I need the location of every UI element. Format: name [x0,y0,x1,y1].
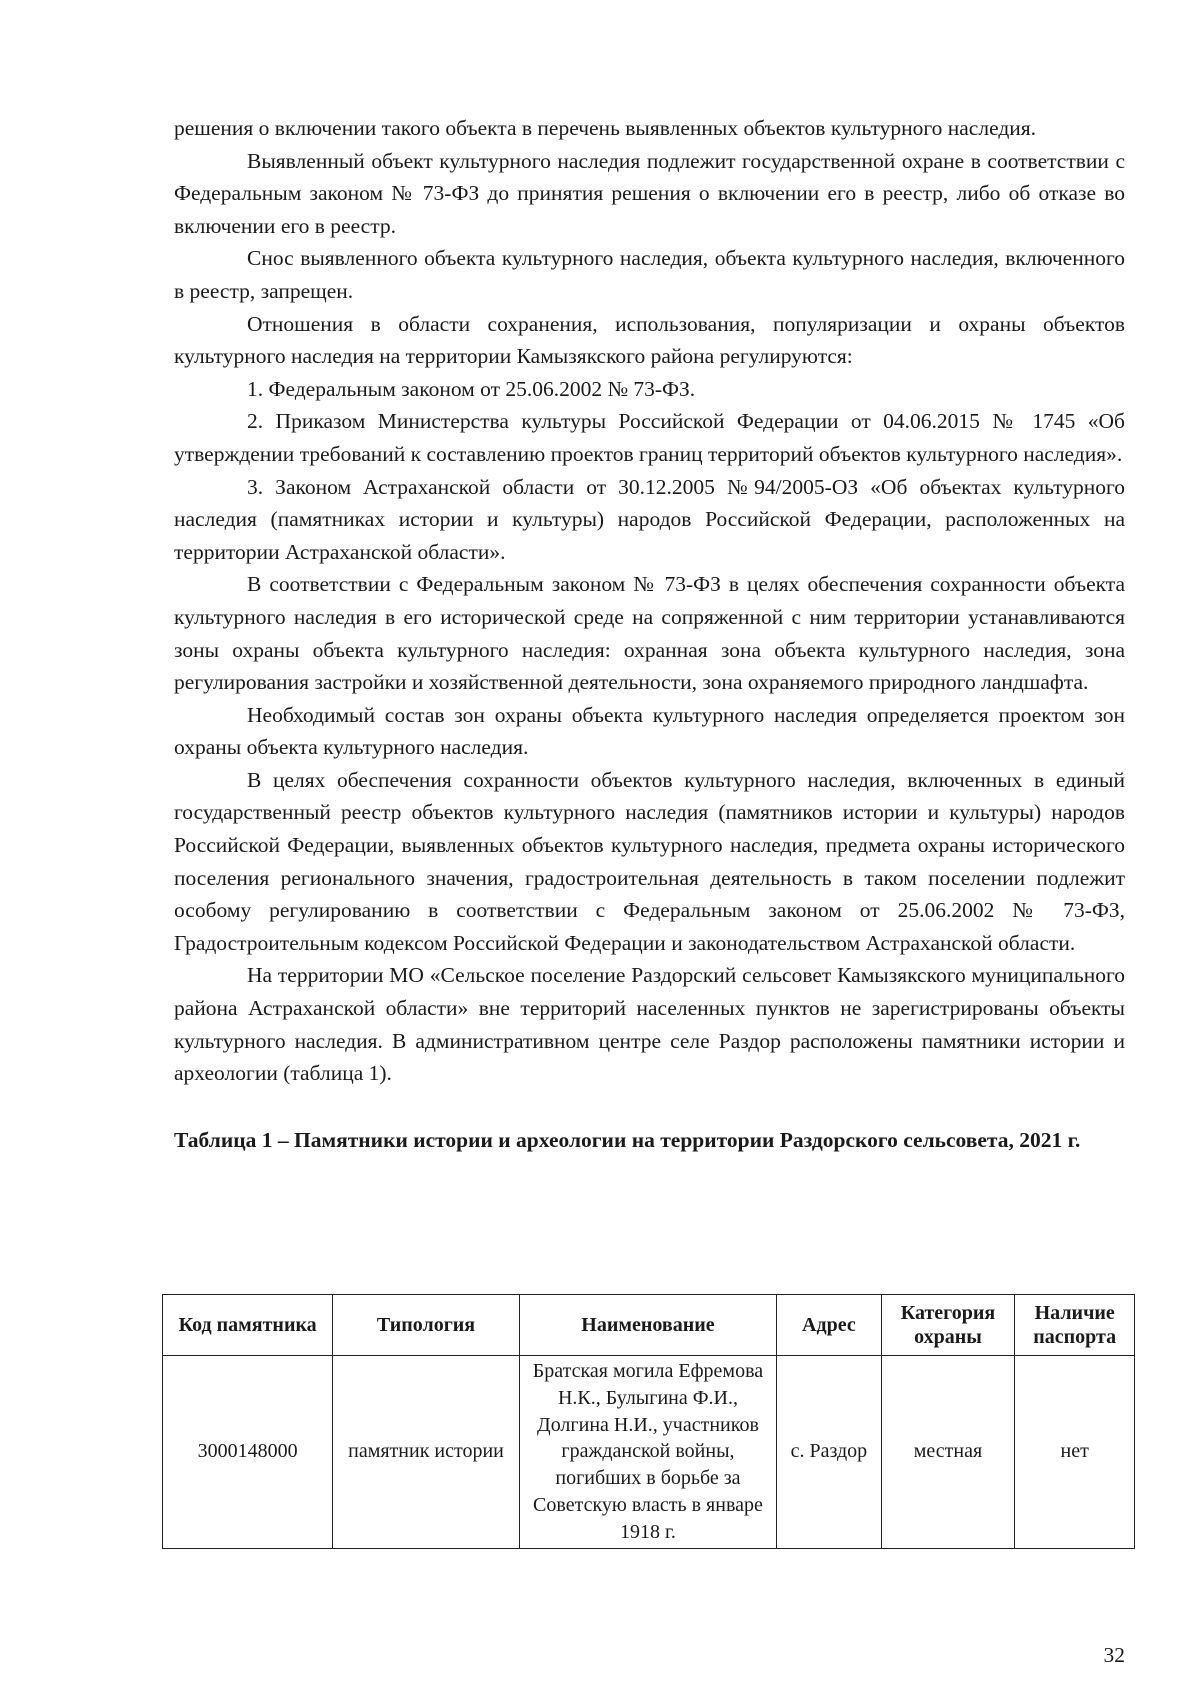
column-header-name: Наименование [519,1295,776,1356]
document-body [174,112,1125,1153]
paragraph: В целях обеспечения сохранности объектов культурного наследия, включенных в единый государственный реестр объектов культурного наследия (памятников истории и культуры) народов Российской Федерации, выявленных объектов культурного наследия, предмета охраны исторического поселения регионального значения, градостроительная деятельность в таком поселении подлежит особому регулированию в соответствии с Федеральным законом от 25.06.2002 № 73-ФЗ, Градостроительным кодексом Российской Федерации и законодательством Астраханской области. [174,767,1125,955]
monuments-table [162,1294,1135,1549]
paragraph: Снос выявленного объекта культурного наследия, объекта культурного наследия, включенного в реестр, запрещен. [174,246,1125,303]
column-header-typology: Типология [333,1295,519,1356]
cell-address: с. Раздор [777,1356,881,1549]
table-row [163,1356,1135,1549]
paragraph: Необходимый состав зон охраны объекта культурного наследия определяется проектом зон охраны объекта культурного наследия. [174,702,1125,760]
paragraph: В соответствии с Федеральным законом № 73-ФЗ в целях обеспечения сохранности объекта культурного наследия в его исторической среде на сопряженной с ним территории устанавливаются зоны охраны объекта культурного наследия: охранная зона объекта культурного наследия, зона регулирования застройки и хозяйственной деятельности, зона охраняемого природного ландшафта. [174,572,1125,695]
list-item-law: 1. Федеральным законом от 25.06.2002 № 73-ФЗ. [247,376,696,401]
column-header-protection-category: Категория охраны [881,1295,1015,1356]
paragraph: решения о включении такого объекта в перечень выявленных объектов культурного наследия. [174,116,1037,140]
cell-typology: памятник истории [333,1356,519,1549]
cell-name: Братская могила Ефремова Н.К., Булыгина Ф.И., Долгина Н.И., участников гражданской войны, погибших в борьбе за Советскую власть в январе 1918 г. [519,1356,776,1549]
table-header-row [163,1295,1135,1356]
table-caption: Таблица 1 – Памятники истории и археологии на территории Раздорского сельсовета, 2021 г. [174,1127,1081,1152]
paragraph: На территории МО «Сельское поселение Раздорский сельсовет Камызякского муниципального района Астраханской области» вне территорий населенных пунктов не зарегистрированы объекты культурного наследия. В административном центре селе Раздор расположены памятники истории и археологии (таблица 1). [174,963,1125,1086]
column-header-passport: Наличие паспорта [1015,1295,1135,1356]
list-item-regional-law: 3. Законом Астраханской области от 30.12.2005 №94/2005-ОЗ «Об объектах культурного наследия (памятниках истории и культуры) народов Российской Федерации, расположенных на территории Астраханской области». [174,474,1125,564]
column-header-address: Адрес [777,1295,881,1356]
list-item-order: 2. Приказом Министерства культуры Российской Федерации от 04.06.2015 № 1745 «Об утверждении требований к составлению проектов границ территорий объектов культурного наследия». [174,409,1125,466]
page-number: 32 [1103,1643,1125,1667]
cell-passport: нет [1015,1356,1135,1549]
paragraph: Выявленный объект культурного наследия подлежит государственной охране в соответствии с Федеральным законом № 73-ФЗ до принятия решения о включении его в реестр, либо об отказе во включении его в реестр. [174,148,1125,238]
cell-protection-category: местная [881,1356,1015,1549]
paragraph: Отношения в области сохранения, использования, популяризации и охраны объектов культурного наследия на территории Камызякского района регулируются: [174,311,1125,369]
cell-code: 3000148000 [163,1356,333,1549]
column-header-code: Код памятника [163,1295,333,1356]
